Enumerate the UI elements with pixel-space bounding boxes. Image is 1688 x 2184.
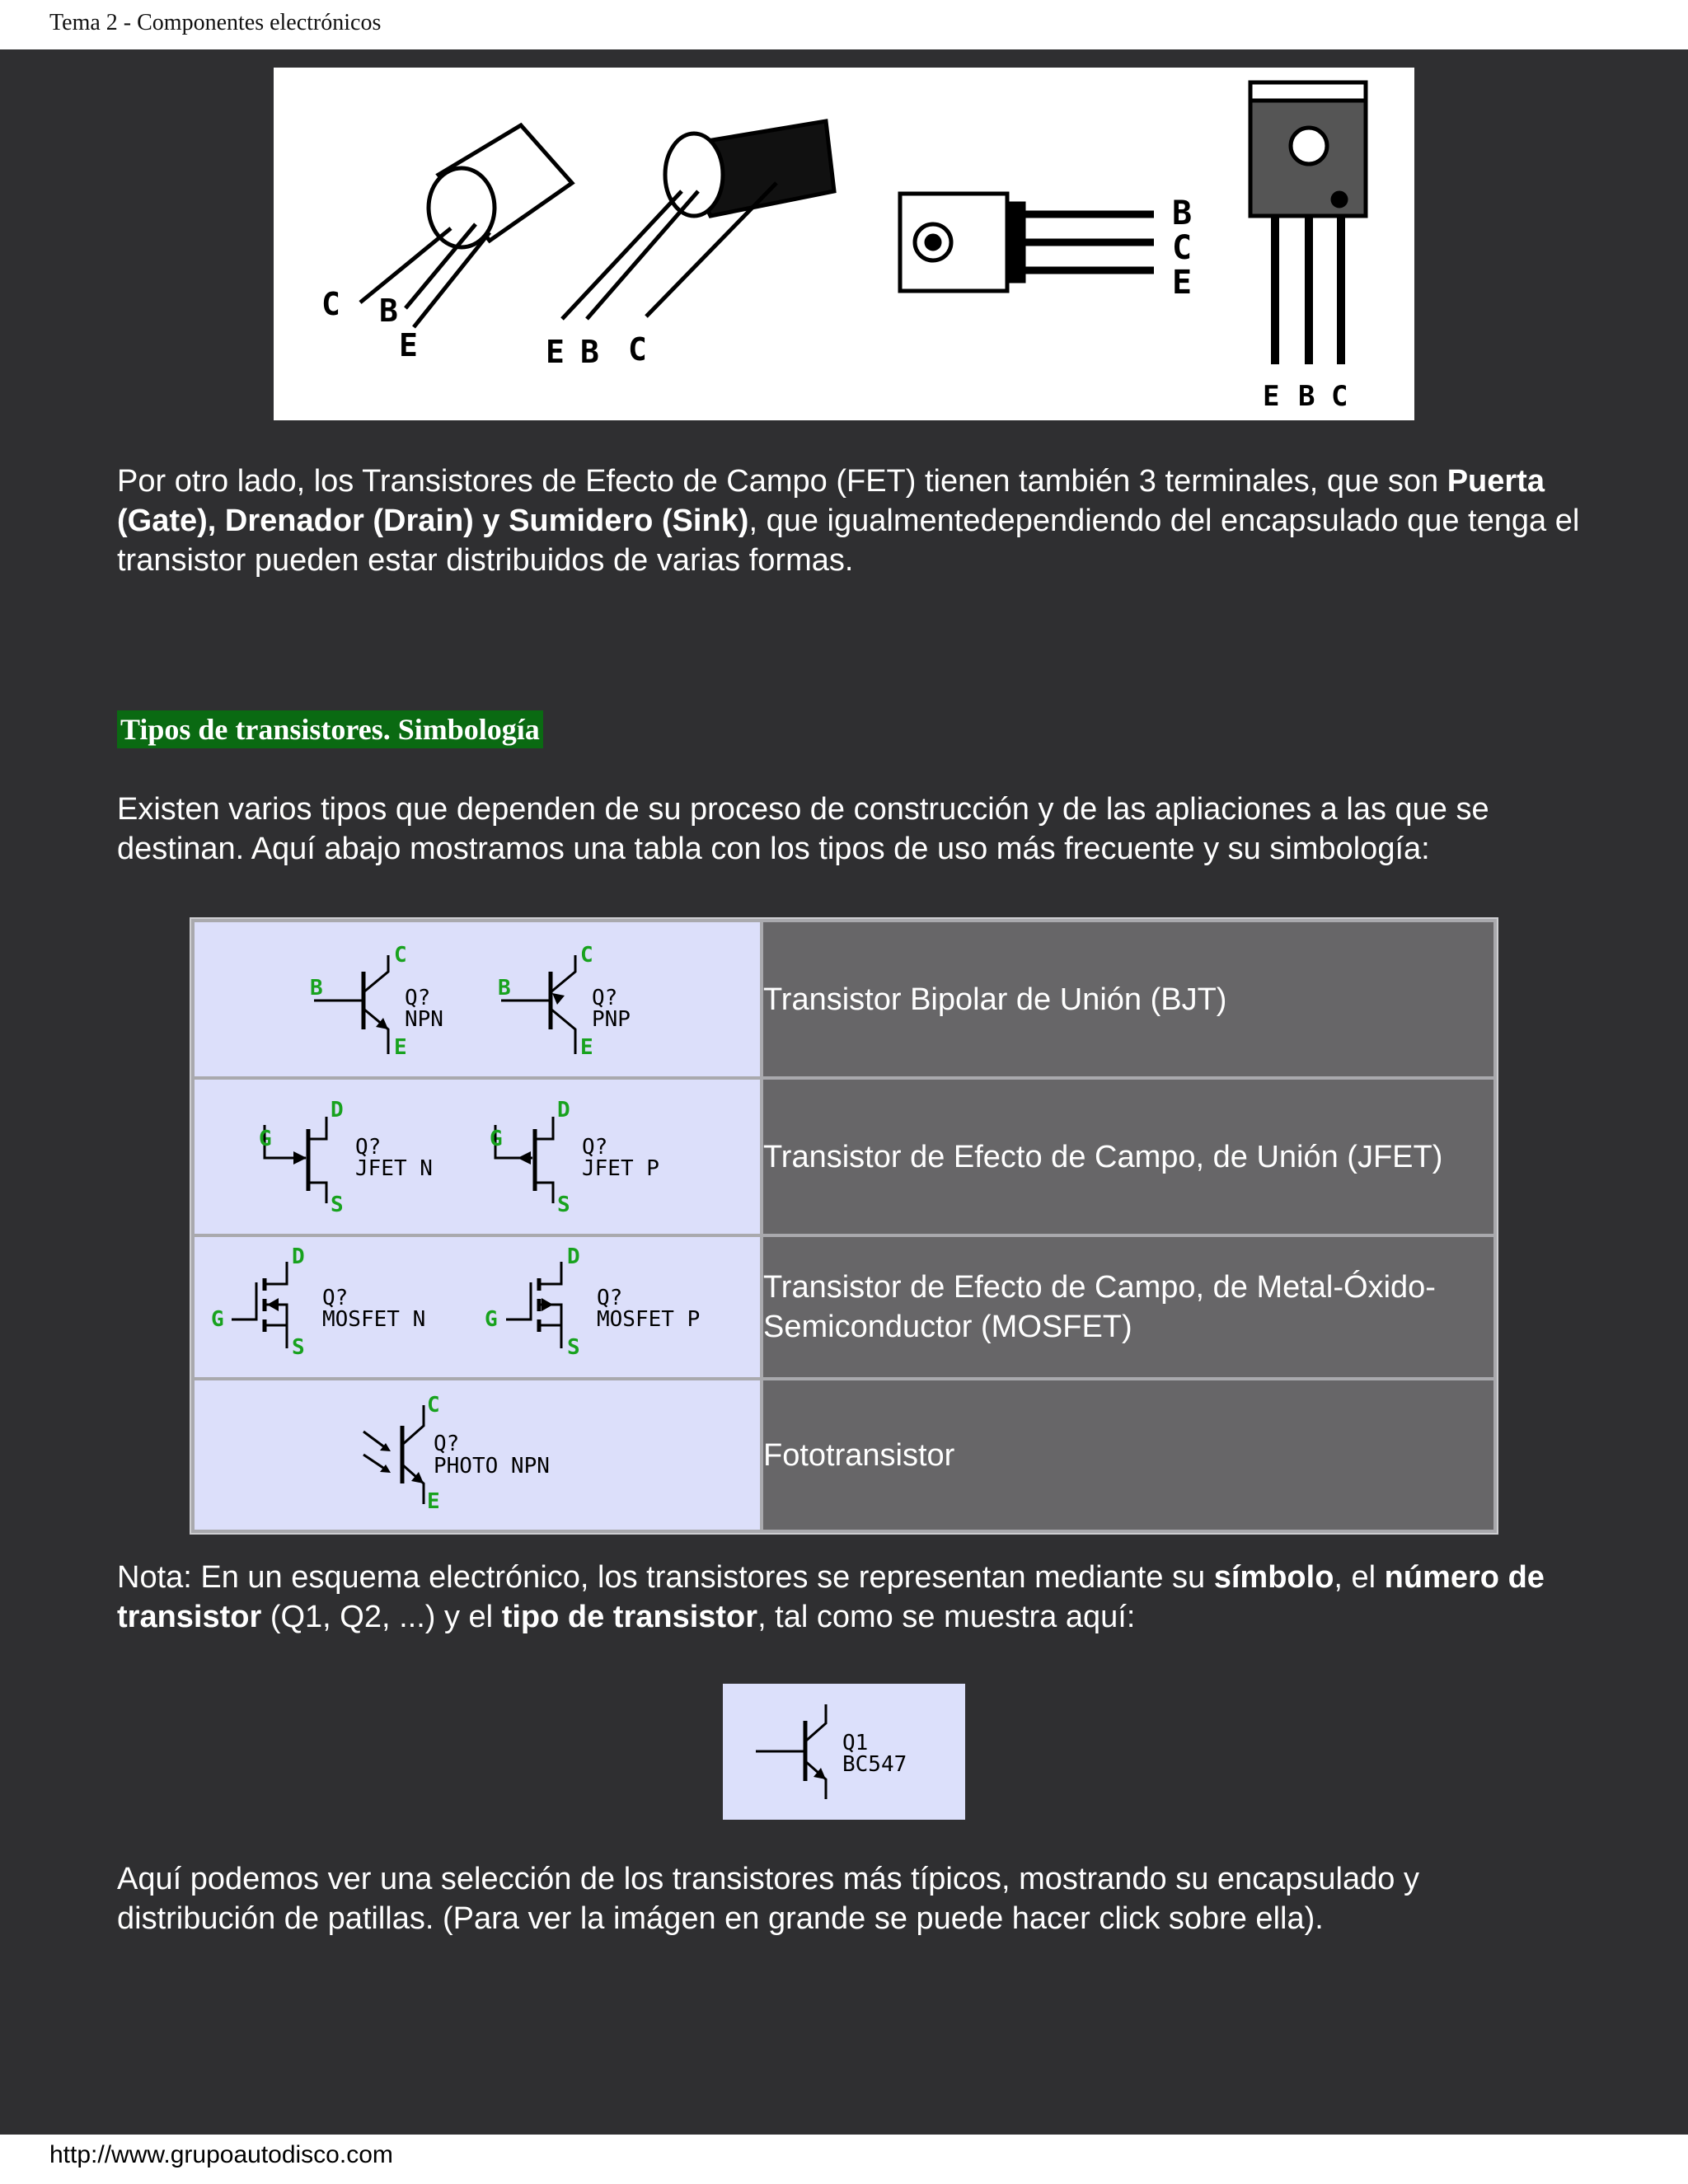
note-text-2: , el <box>1334 1560 1385 1595</box>
pkg2-label-b: B <box>580 334 599 370</box>
pnp-pin-e: E <box>580 1035 593 1060</box>
jfet-symbols-cell <box>195 1080 760 1234</box>
jfetp-pin-s: S <box>557 1193 570 1217</box>
photo-type: PHOTO NPN <box>434 1454 550 1479</box>
mosfetn-pin-s: S <box>292 1335 305 1360</box>
table-row-phototransistor <box>195 1380 1493 1530</box>
jfet-symbols <box>195 1080 760 1230</box>
jfet-description: Transistor de Efecto de Campo, de Unión (JFET) <box>763 1080 1493 1234</box>
jfetp-type: JFET P <box>582 1156 659 1181</box>
jfetp-pin-d: D <box>557 1098 570 1122</box>
page-header <box>0 0 1688 49</box>
pnp-pin-c: C <box>580 943 593 968</box>
page-footer <box>0 2135 1688 2184</box>
phototransistor-symbol <box>195 1380 760 1526</box>
jfetn-pin-d: D <box>331 1098 344 1122</box>
transistor-packages-image <box>274 68 1414 420</box>
pkg3-label-c: C <box>1172 229 1193 267</box>
npn-pin-b: B <box>310 976 323 1001</box>
mosfetn-pin-d: D <box>292 1244 305 1269</box>
header-title: Tema 2 - Componentes electrónicos <box>49 10 382 35</box>
mosfetp-type: MOSFET P <box>597 1307 701 1332</box>
note-bold-symbol: símbolo <box>1213 1560 1334 1595</box>
note-bold-number: número de transistor <box>117 1560 1545 1634</box>
table-row-bjt <box>195 922 1493 1076</box>
photo-ref: Q? <box>434 1432 460 1456</box>
mosfetn-pin-g: G <box>211 1307 224 1332</box>
mosfetn-ref: Q? <box>322 1286 349 1310</box>
note-bold-type: tipo de transistor <box>501 1600 758 1634</box>
note-text-3: (Q1, Q2, ...) y el <box>261 1600 502 1634</box>
section-title: Tipos de transistores. Simbología <box>117 710 543 748</box>
pkg4-label-b: B <box>1298 380 1315 413</box>
jfetn-type: JFET N <box>355 1156 433 1181</box>
package-to126-side <box>900 194 1154 291</box>
note-text-1: Nota: En un esquema electrónico, los transistores se representan mediante su <box>117 1560 1214 1595</box>
bjt-symbols-cell <box>195 922 760 1076</box>
bjt-symbols <box>195 922 760 1072</box>
pkg3-label-b: B <box>1172 194 1193 232</box>
note-text-4: , tal como se muestra aquí: <box>757 1600 1136 1634</box>
example-type: BC547 <box>842 1752 907 1777</box>
jfetp-ref: Q? <box>582 1135 608 1160</box>
mosfetp-pin-s: S <box>567 1335 580 1360</box>
jfetn-pin-s: S <box>331 1193 344 1217</box>
example-symbol-box <box>723 1684 965 1820</box>
jfetp-pin-g: G <box>490 1127 503 1151</box>
transistor-types-table <box>190 917 1498 1535</box>
note-paragraph <box>117 1558 1584 1637</box>
pkg4-label-e: E <box>1263 380 1280 413</box>
pkg1-label-c: C <box>321 286 340 322</box>
mosfet-description: Transistor de Efecto de Campo, de Metal-Óxido-Semiconductor (MOSFET) <box>763 1237 1493 1377</box>
pkg2-label-e: E <box>546 334 565 370</box>
npn-pin-c: C <box>394 943 407 968</box>
table-row-mosfet <box>195 1237 1493 1377</box>
pkg1-label-b: B <box>379 293 398 329</box>
pkg2-label-c: C <box>628 331 647 368</box>
pkg4-label-c: C <box>1331 380 1348 413</box>
npn-ref: Q? <box>405 986 431 1010</box>
pnp-pin-b: B <box>498 976 511 1001</box>
package-to92-middle <box>562 121 834 319</box>
mosfetp-pin-d: D <box>567 1244 580 1269</box>
table-row-jfet <box>195 1080 1493 1234</box>
mosfet-symbols-cell <box>195 1237 760 1377</box>
photo-description: Fototransistor <box>763 1380 1493 1530</box>
fet-terminals-bold: Puerta (Gate), Drenador (Drain) y Sumidero (Sink) <box>117 464 1545 538</box>
pnp-type: PNP <box>592 1007 631 1032</box>
photo-pin-c: C <box>427 1393 440 1418</box>
selection-paragraph: Aquí podemos ver una selección de los transistores más típicos, mostrando su encapsulado y distribución de patillas. (Para ver la imágen en grande se puede hacer click sobre ella). <box>117 1862 1419 1936</box>
pnp-ref: Q? <box>592 986 618 1010</box>
npn-type: NPN <box>405 1007 443 1032</box>
transistor-packages-drawing <box>274 68 1414 420</box>
package-to220-front <box>1250 82 1366 364</box>
mosfetp-pin-g: G <box>485 1307 498 1332</box>
footer-url: http://www.grupoautodisco.com <box>49 2141 393 2168</box>
photo-symbol-cell <box>195 1380 760 1530</box>
mosfetp-ref: Q? <box>597 1286 623 1310</box>
jfetn-pin-g: G <box>259 1127 272 1151</box>
fet-intro-text: Por otro lado, los Transistores de Efecto de Campo (FET) tienen también 3 terminales, que son <box>117 464 1447 499</box>
jfetn-ref: Q? <box>355 1135 382 1160</box>
example-ref: Q1 <box>842 1731 869 1755</box>
photo-pin-e: E <box>427 1489 440 1514</box>
bjt-description: Transistor Bipolar de Unión (BJT) <box>763 922 1493 1076</box>
mosfet-symbols <box>195 1237 760 1373</box>
mosfetn-type: MOSFET N <box>322 1307 426 1332</box>
types-intro-paragraph: Existen varios tipos que dependen de su proceso de construcción y de las apliaciones a las que se destinan. Aquí abajo mostramos una tabla con los tipos de uso más frecuente y su simbología: <box>117 792 1489 866</box>
example-transistor-symbol <box>723 1684 965 1820</box>
fet-rest-text: , que igualmentedependiendo del encapsulado que tenga el transistor pueden estar distribuidos de varias formas. <box>117 504 1580 578</box>
npn-pin-e: E <box>394 1035 407 1060</box>
fet-paragraph <box>117 462 1584 580</box>
pkg3-label-e: E <box>1172 264 1193 302</box>
pkg1-label-e: E <box>399 327 418 363</box>
